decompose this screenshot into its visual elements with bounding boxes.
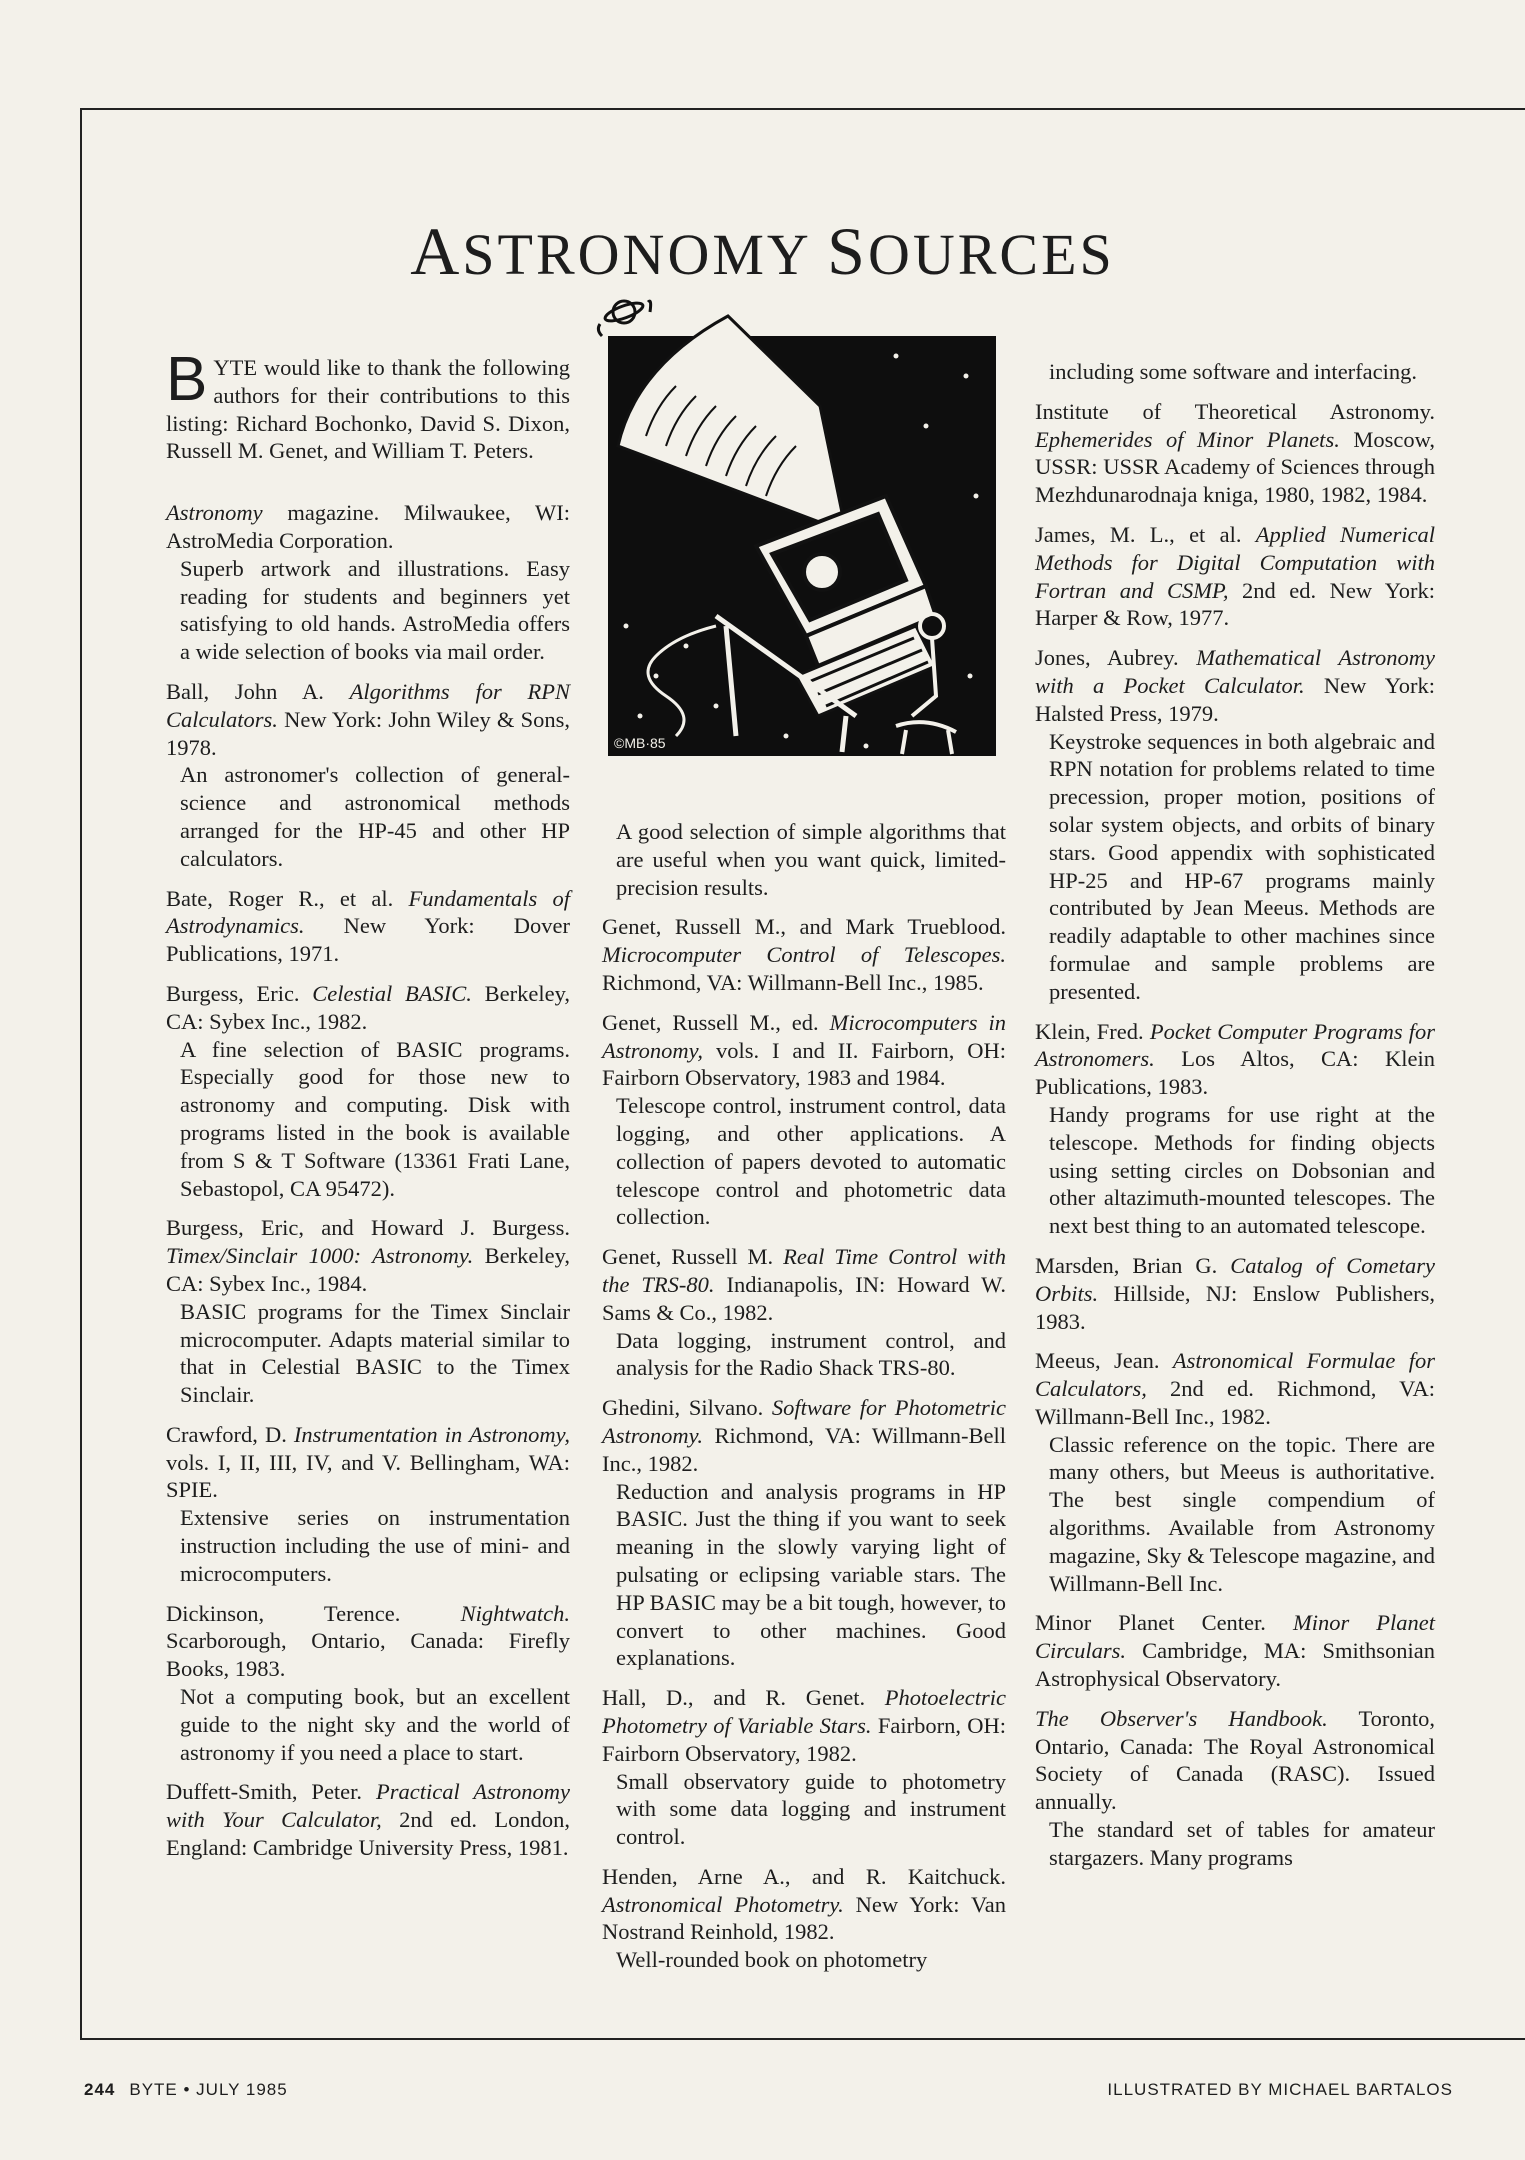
citation-title: Applied Numerical Methods for Digital Computation with Fortran and CSMP, bbox=[1035, 521, 1435, 603]
reference-entry bbox=[166, 1214, 570, 1409]
reference-entry bbox=[1035, 1252, 1435, 1335]
citation-author: Marsden, Brian G. bbox=[1035, 1252, 1231, 1278]
annotation: Data logging, instrument control, and analysis for the Radio Shack TRS-80. bbox=[616, 1327, 1006, 1381]
reference-entry bbox=[602, 1243, 1006, 1382]
citation-title: Practical Astronomy with Your Calculator, bbox=[166, 1779, 570, 1833]
page-number: 244 bbox=[84, 2080, 116, 2099]
reference-entry bbox=[602, 1863, 1006, 1974]
citation bbox=[1035, 1347, 1435, 1430]
citation-title: Catalog of Cometary Orbits. bbox=[1035, 1252, 1435, 1306]
planet-icon bbox=[598, 300, 650, 336]
reference-entry bbox=[1035, 1018, 1435, 1240]
annotation: Well-rounded book on photometry bbox=[616, 1947, 928, 1973]
citation-author: Burgess, Eric. bbox=[166, 980, 313, 1006]
reference-entry bbox=[602, 1394, 1006, 1672]
reference-entry bbox=[602, 1684, 1006, 1851]
citation-title: Mathematical Astronomy with a Pocket Calculator. bbox=[1035, 645, 1435, 698]
reference-entry bbox=[1035, 1609, 1435, 1692]
citation-author: Bate, Roger R., et al. bbox=[166, 885, 409, 911]
annotation: Reduction and analysis programs in HP BASIC. Just the thing if you want to seek meaning in the slowly varying light of pulsating or eclipsing variable stars. The HP BASIC may be a bit tough, however, to convert to other machines. Good explanations. bbox=[616, 1478, 1006, 1671]
citation bbox=[1035, 398, 1435, 509]
citation-author: Henden, Arne A., and R. Kaitchuck. bbox=[602, 1863, 1006, 1889]
citation-title: Pocket Computer Programs for Astronomers. bbox=[1035, 1018, 1436, 1072]
citation-title: Timex/Sinclair 1000: Astronomy. bbox=[166, 1243, 474, 1269]
citation-author: Genet, Russell M., and Mark Trueblood. bbox=[602, 914, 1006, 940]
citation bbox=[166, 1421, 570, 1504]
citation bbox=[1035, 644, 1435, 727]
reference-entry bbox=[602, 1009, 1006, 1231]
citation bbox=[602, 1684, 1006, 1767]
citation-publisher: Fairborn, OH: Fairborn Observatory, 1982. bbox=[602, 1712, 1006, 1766]
folio bbox=[84, 2080, 288, 2100]
citation bbox=[602, 1863, 1006, 1946]
citation-title: Instrumentation in Astronomy, bbox=[293, 1421, 570, 1447]
citation-publisher: 2nd ed. New York: Harper & Row, 1977. bbox=[1035, 577, 1435, 631]
citation-publisher: Moscow, USSR: USSR Academy of Sciences through Mezhdunarodnaja kniga, 1980, 1982, 1984. bbox=[1035, 426, 1435, 508]
citation-title: Celestial BASIC. bbox=[312, 980, 472, 1006]
citation-author: Crawford, D. bbox=[166, 1421, 294, 1447]
citation-publisher: 2nd ed. Richmond, VA: Willmann-Bell Inc., 1982. bbox=[1035, 1376, 1435, 1429]
reference-entry bbox=[166, 1600, 570, 1767]
citation bbox=[602, 913, 1006, 996]
citation-author: Genet, Russell M. bbox=[602, 1244, 784, 1270]
citation-publisher: vols. I and II. Fairborn, OH: Fairborn Observatory, 1983 and 1984. bbox=[602, 1037, 1006, 1091]
annotation: including some software and interfacing. bbox=[1049, 359, 1418, 384]
reference-entry bbox=[1035, 358, 1435, 386]
citation bbox=[166, 980, 570, 1036]
annotation: The standard set of tables for amateur stargazers. Many programs bbox=[1049, 1817, 1435, 1870]
citation bbox=[166, 885, 570, 968]
annotation: An astronomer's collection of general-science and astronomical methods arranged for the HP-45 and other HP calculators. bbox=[180, 762, 570, 871]
reference-entry bbox=[166, 885, 570, 968]
citation-title: Astronomy bbox=[166, 500, 263, 526]
citation-title: Microcomputers in Astronomy, bbox=[602, 1009, 1006, 1063]
citation-author: Dickinson, Terence. bbox=[166, 1600, 461, 1626]
reference-entry bbox=[166, 499, 570, 666]
citation-author: Klein, Fred. bbox=[1035, 1018, 1150, 1044]
citation-author: Genet, Russell M., ed. bbox=[602, 1009, 830, 1035]
citation-publisher: Berkeley, CA: Sybex Inc., 1984. bbox=[166, 1243, 571, 1296]
reference-entry bbox=[166, 980, 570, 1202]
annotation: Extensive series on instrumentation instruction including the use of mini- and microcomputers. bbox=[180, 1505, 570, 1586]
citation-publisher: Toronto, Ontario, Canada: The Royal Astronomical Society of Canada (RASC). Issued annually. bbox=[1035, 1705, 1436, 1815]
telescope-computer-illustration bbox=[596, 296, 998, 758]
acknowledgment-text: YTE would like to thank the following authors for their contributions to this listing: Richard Bochonko, David S. Dixon, Russell M. Genet, and William T. Peters. bbox=[166, 355, 570, 464]
citation-title: Ephemerides of Minor Planets. bbox=[1035, 426, 1340, 452]
citation-publisher: magazine. Milwaukee, WI: AstroMedia Corporation. bbox=[166, 500, 570, 553]
citation-title: Microcomputer Control of Telescopes. bbox=[602, 942, 1006, 968]
citation-author: Institute of Theoretical Astronomy. bbox=[1035, 398, 1435, 424]
reference-entry bbox=[1035, 1705, 1435, 1872]
citation-title: The Observer's Handbook. bbox=[1035, 1705, 1328, 1731]
annotation: Handy programs for use right at the telescope. Methods for finding objects using setting circles on Dobsonian and other altazimuth-mounted telescopes. The next best thing to an automated telescope. bbox=[1049, 1101, 1435, 1239]
annotation: Classic reference on the topic. There are many others, but Meeus is authoritative. The best single compendium of algorithms. Available from Astronomy magazine, Sky & Telescope magazine, and Willmann-Bell Inc. bbox=[1049, 1431, 1435, 1596]
citation-publisher: Los Altos, CA: Klein Publications, 1983. bbox=[1035, 1046, 1435, 1100]
artist-signature: ©MB·85 bbox=[614, 735, 666, 751]
citation-author: Duffett-Smith, Peter. bbox=[166, 1779, 377, 1805]
citation-publisher: New York: Halsted Press, 1979. bbox=[1035, 672, 1435, 726]
reference-entry bbox=[166, 1421, 570, 1588]
citation-publisher: Scarborough, Ontario, Canada: Firefly Books, 1983. bbox=[166, 1628, 570, 1682]
reference-entry bbox=[602, 913, 1006, 996]
citation-publisher: Berkeley, CA: Sybex Inc., 1982. bbox=[166, 980, 570, 1034]
citation-title: Photoelectric Photometry of Variable Stars. bbox=[602, 1685, 1006, 1738]
annotation: Telescope control, instrument control, data logging, and other applications. A collection of papers devoted to automatic telescope control and photometric data collection. bbox=[616, 1093, 1006, 1230]
citation-author: James, M. L., et al. bbox=[1035, 521, 1256, 547]
reference-entry bbox=[602, 818, 1006, 901]
citation-author: Meeus, Jean. bbox=[1035, 1348, 1173, 1374]
citation-title: Algorithms for RPN Calculators. bbox=[166, 678, 571, 732]
citation-author: Burgess, Eric, and Howard J. Burgess. bbox=[166, 1215, 570, 1241]
citation-author: Minor Planet Center. bbox=[1035, 1610, 1293, 1636]
citation bbox=[602, 1243, 1006, 1326]
citation-title: Astronomical Photometry. bbox=[602, 1891, 844, 1917]
citation bbox=[1035, 1609, 1435, 1692]
citation-publisher: Richmond, VA: Willmann-Bell Inc., 1985. bbox=[602, 969, 984, 995]
reference-entry bbox=[166, 1778, 570, 1861]
citation bbox=[602, 1009, 1006, 1092]
drop-cap: B bbox=[166, 345, 208, 414]
annotation: Keystroke sequences in both algebraic and RPN notation for problems related to time precession, proper motion, positions of solar system objects, and orbits of binary stars. Good appendix with sophisticated HP-25 and HP-67 programs mainly contributed by Jean Meeus. Methods are readily adaptable to other machines since formulae and sample problems are presented. bbox=[1049, 728, 1435, 1004]
citation bbox=[1035, 521, 1435, 632]
citation-title: Fundamentals of Astrodynamics. bbox=[166, 885, 570, 939]
entry-list-right bbox=[1035, 358, 1435, 1872]
entry-list-left bbox=[166, 499, 570, 1862]
citation-publisher: Indianapolis, IN: Howard W. Sams & Co., 1982. bbox=[602, 1271, 1006, 1325]
illustration-credit: ILLUSTRATED BY MICHAEL BARTALOS bbox=[1107, 2080, 1453, 2099]
citation bbox=[602, 1394, 1006, 1477]
citation-publisher: Cambridge, MA: Smithsonian Astrophysical Observatory. bbox=[1035, 1638, 1435, 1692]
citation bbox=[166, 678, 570, 761]
citation-title: Nightwatch. bbox=[460, 1600, 570, 1626]
citation bbox=[166, 1600, 570, 1683]
acknowledgment bbox=[166, 345, 570, 465]
page-title bbox=[0, 212, 1525, 291]
citation-publisher: 2nd ed. London, England: Cambridge University Press, 1981. bbox=[166, 1807, 570, 1861]
entry-list-middle bbox=[602, 818, 1006, 1974]
citation-author: Jones, Aubrey. bbox=[1035, 645, 1197, 671]
annotation: A good selection of simple algorithms that are useful when you want quick, limited-precision results. bbox=[616, 819, 1006, 900]
citation-publisher: Richmond, VA: Willmann-Bell Inc., 1982. bbox=[602, 1422, 1006, 1476]
citation-publisher: New York: John Wiley & Sons, 1978. bbox=[166, 706, 570, 760]
citation-publisher: Hillside, NJ: Enslow Publishers, 1983. bbox=[1035, 1280, 1435, 1334]
reference-entry bbox=[166, 678, 570, 873]
citation-publisher: vols. I, II, III, IV, and V. Bellingham, WA: SPIE. bbox=[166, 1449, 570, 1503]
issue-line: BYTE • JULY 1985 bbox=[129, 2080, 288, 2099]
annotation: Not a computing book, but an excellent guide to the night sky and the world of astronomy if you need a place to start. bbox=[180, 1684, 570, 1765]
reference-entry bbox=[1035, 1347, 1435, 1597]
citation bbox=[1035, 1705, 1435, 1816]
column-left bbox=[166, 345, 571, 1874]
citation bbox=[166, 499, 570, 555]
citation bbox=[166, 1778, 570, 1861]
citation-publisher: New York: Van Nostrand Reinhold, 1982. bbox=[602, 1891, 1006, 1945]
column-middle bbox=[602, 818, 1006, 1986]
citation bbox=[1035, 1018, 1435, 1101]
reference-entry bbox=[1035, 398, 1435, 509]
citation-author: Hall, D., and R. Genet. bbox=[602, 1685, 885, 1711]
citation-title: Minor Planet Circulars. bbox=[1035, 1610, 1435, 1664]
column-right bbox=[1035, 358, 1435, 1884]
citation-title: Real Time Control with the TRS-80. bbox=[602, 1244, 1006, 1297]
reference-entry bbox=[1035, 644, 1435, 1005]
citation-author: Ball, John A. bbox=[166, 678, 350, 704]
citation-title: Software for Photometric Astronomy. bbox=[602, 1395, 1006, 1448]
reference-entry bbox=[1035, 521, 1435, 632]
citation-publisher: New York: Dover Publications, 1971. bbox=[166, 913, 570, 967]
annotation: Superb artwork and illustrations. Easy reading for students and beginners yet satisfying to old hands. AstroMedia offers a wide selection of books via mail order. bbox=[180, 555, 570, 665]
citation bbox=[1035, 1252, 1435, 1335]
citation-author: Ghedini, Silvano. bbox=[602, 1395, 772, 1421]
citation-title: Astronomical Formulae for Calculators, bbox=[1035, 1348, 1435, 1402]
citation bbox=[166, 1214, 570, 1297]
annotation: BASIC programs for the Timex Sinclair microcomputer. Adapts material similar to that in Celestial BASIC to the Timex Sinclair. bbox=[180, 1298, 570, 1408]
title-text: ASTRONOMY SOURCES bbox=[410, 213, 1115, 289]
annotation: Small observatory guide to photometry with some data logging and instrument control. bbox=[616, 1768, 1006, 1850]
annotation: A fine selection of BASIC programs. Especially good for those new to astronomy and computing. Disk with programs listed in the book is available from S & T Software (13361 Frati Lane, Sebastopol, CA 95472). bbox=[180, 1036, 570, 1201]
